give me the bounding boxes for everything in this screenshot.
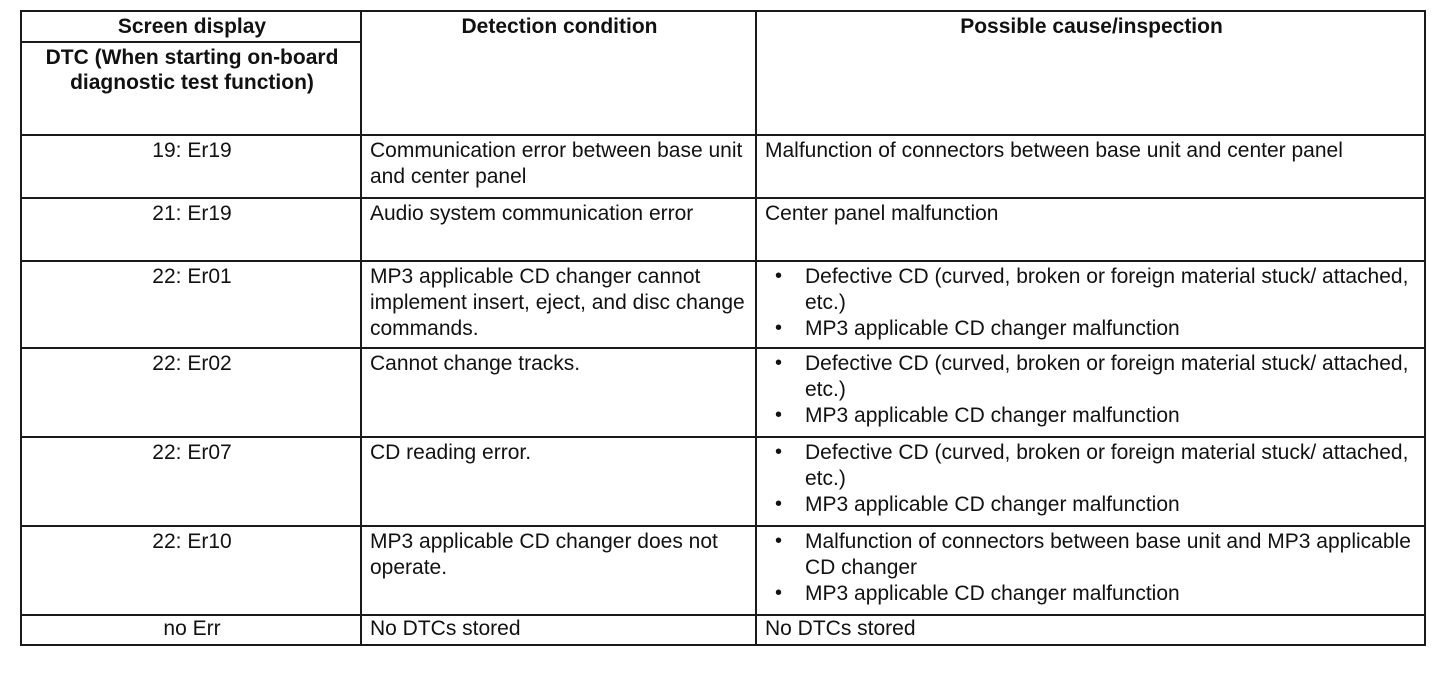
dtc-code: 22: Er10 xyxy=(21,526,361,615)
detection-condition: No DTCs stored xyxy=(361,615,756,645)
possible-cause-list xyxy=(756,437,1425,526)
cause-bullet-item: • Malfunction of connectors between base unit and MP3 applicable CD changer xyxy=(805,529,1418,581)
dtc-table-page xyxy=(20,10,1424,646)
table-row xyxy=(21,135,1425,198)
cause-bullet-item: • Defective CD (curved, broken or foreign material stuck/ attached, etc.) xyxy=(805,264,1418,316)
cause-bullet-item: • MP3 applicable CD changer malfunction xyxy=(805,403,1418,429)
dtc-code: 19: Er19 xyxy=(21,135,361,198)
table-row xyxy=(21,198,1425,261)
cause-bullet-item: • Defective CD (curved, broken or foreign material stuck/ attached, etc.) xyxy=(805,440,1418,492)
possible-cause: Center panel malfunction xyxy=(756,198,1425,261)
table-row xyxy=(21,348,1425,437)
possible-cause: No DTCs stored xyxy=(756,615,1425,645)
detection-condition: MP3 applicable CD changer cannot implement insert, eject, and disc change commands. xyxy=(361,261,756,348)
table-row xyxy=(21,437,1425,526)
header-detection-condition: Detection condition xyxy=(361,11,756,135)
header-possible-cause: Possible cause/inspection xyxy=(756,11,1425,135)
header-dtc: DTC (When starting on-board diagnostic test function) xyxy=(21,42,361,135)
dtc-code: 22: Er02 xyxy=(21,348,361,437)
table-row xyxy=(21,261,1425,348)
dtc-code: 22: Er07 xyxy=(21,437,361,526)
table-row xyxy=(21,615,1425,645)
detection-condition: MP3 applicable CD changer does not operate. xyxy=(361,526,756,615)
possible-cause-list xyxy=(756,526,1425,615)
detection-condition: Communication error between base unit and center panel xyxy=(361,135,756,198)
dtc-table xyxy=(20,10,1426,646)
dtc-code: 21: Er19 xyxy=(21,198,361,261)
detection-condition: Audio system communication error xyxy=(361,198,756,261)
detection-condition: CD reading error. xyxy=(361,437,756,526)
possible-cause-list xyxy=(756,261,1425,348)
cause-bullet-item: • MP3 applicable CD changer malfunction xyxy=(805,581,1418,607)
detection-condition: Cannot change tracks. xyxy=(361,348,756,437)
dtc-code: 22: Er01 xyxy=(21,261,361,348)
dtc-code: no Err xyxy=(21,615,361,645)
table-row xyxy=(21,526,1425,615)
header-screen-display: Screen display xyxy=(21,11,361,42)
possible-cause-list xyxy=(756,348,1425,437)
cause-bullet-item: • MP3 applicable CD changer malfunction xyxy=(805,316,1418,342)
possible-cause: Malfunction of connectors between base unit and center panel xyxy=(756,135,1425,198)
cause-bullet-item: • MP3 applicable CD changer malfunction xyxy=(805,492,1418,518)
cause-bullet-item: • Defective CD (curved, broken or foreign material stuck/ attached, etc.) xyxy=(805,351,1418,403)
